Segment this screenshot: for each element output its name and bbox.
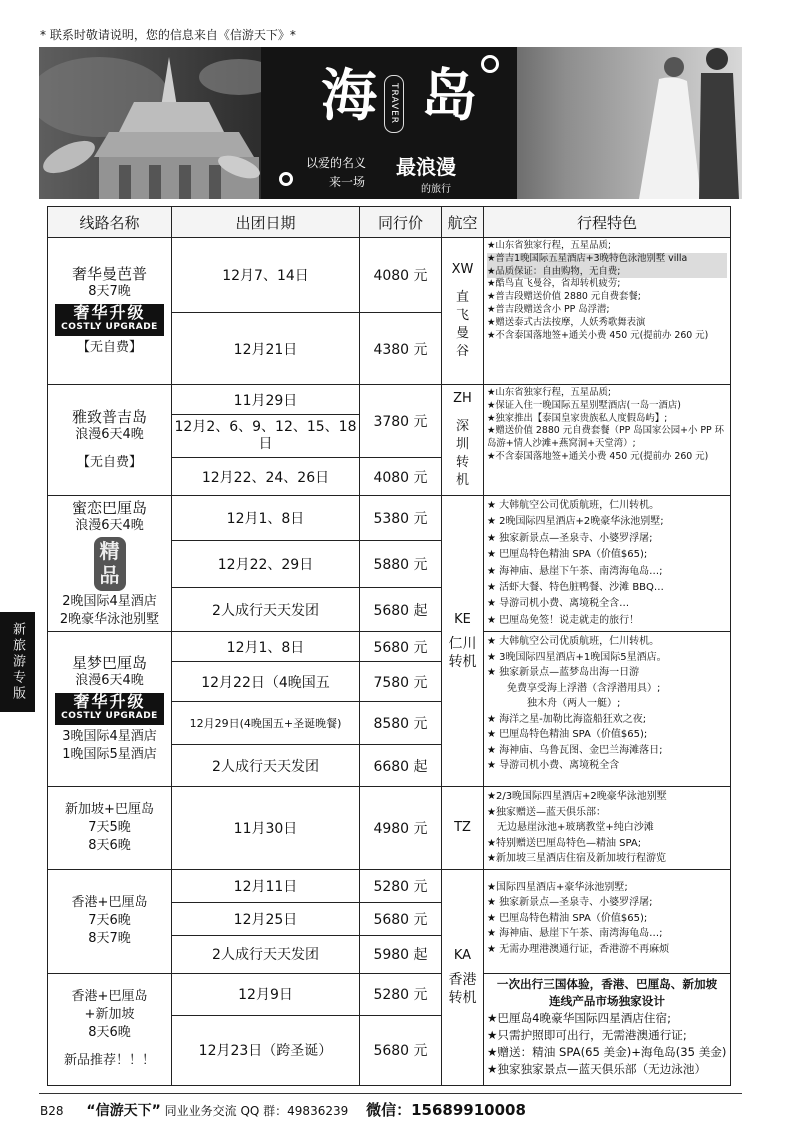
feature-item: ★新加坡三星酒店住宿及新加坡行程游览 bbox=[487, 853, 666, 865]
feature-item: ★赠送泰式古法按摩，人妖秀歌舞表演 bbox=[487, 316, 646, 328]
premium-stamp: 精品 bbox=[94, 537, 126, 591]
feature-item: ★山东省独家行程，五星品质; bbox=[487, 387, 612, 398]
footer-divider bbox=[39, 1093, 742, 1094]
banner-title-left: 海 bbox=[321, 63, 377, 129]
feature-item: ★ 大韩航空公司优质航班，仁川转机。 bbox=[487, 636, 660, 648]
table-row bbox=[48, 496, 731, 541]
feature-item: ★ 独家新景点—圣泉寺、小婆罗浮屠; bbox=[487, 897, 653, 909]
date-cell: 12月22日（4晚国五 bbox=[172, 662, 360, 702]
price-cell: 5980 起 bbox=[360, 935, 442, 973]
col-airline: 航空 bbox=[442, 207, 484, 238]
badge-en: COSTLY UPGRADE bbox=[61, 711, 158, 722]
price-cell: 5280 元 bbox=[360, 973, 442, 1015]
date-cell: 12月22、24、26日 bbox=[172, 458, 360, 496]
feature-item: ★国际四星酒店+豪华泳池别墅; bbox=[487, 881, 628, 893]
price-cell: 4080 元 bbox=[360, 458, 442, 496]
table-row bbox=[48, 632, 731, 662]
airline-cell bbox=[442, 496, 484, 787]
routes-table bbox=[47, 206, 731, 1086]
price-cell: 4980 元 bbox=[360, 787, 442, 870]
route-note: 【无自费】 bbox=[76, 455, 142, 470]
route-duration: 浪漫6天4晚 bbox=[75, 673, 144, 689]
feature-item: ★2/3晚国际四星酒店+2晚豪华泳池别墅 bbox=[487, 791, 667, 803]
feature-item: ★赠送价值 2880 元自费套餐（PP 岛国家公园+小 PP 环岛游+情人沙滩+燕窝洞+天堂湾）; bbox=[487, 425, 725, 450]
feature-item: ★ 活虾大餐、特色脏鸭餐、沙滩 BBQ… bbox=[487, 582, 664, 594]
price-cell: 3780 元 bbox=[360, 385, 442, 458]
upgrade-badge bbox=[55, 304, 164, 336]
date-cell: 12月2、6、9、12、15、18日 bbox=[172, 415, 360, 458]
feature-item: ★ 海神庙、悬崖下午茶、南湾海龟岛…; bbox=[487, 928, 663, 940]
table-row bbox=[48, 869, 731, 902]
features-cell bbox=[484, 385, 731, 496]
route-name-cell bbox=[48, 385, 172, 496]
route-duration: 8天7晚 bbox=[88, 284, 131, 299]
badge-cn: 奢华升级 bbox=[73, 303, 146, 322]
date-cell: 11月29日 bbox=[172, 385, 360, 415]
route-name: 奢华曼芭普 bbox=[71, 265, 147, 283]
route-name: 香港+巴厘岛 bbox=[71, 895, 148, 911]
features-cell bbox=[484, 496, 731, 632]
table-row bbox=[48, 238, 731, 313]
route-duration: 7天5晚 bbox=[88, 820, 131, 835]
route-hotel: 2晚豪华泳池别墅 bbox=[59, 611, 160, 627]
route-name-cell bbox=[48, 632, 172, 787]
route-note: 新品推荐！！！ bbox=[63, 1053, 155, 1069]
feature-item: ★赠送：精油 SPA(65 美金)+海龟岛(35 美金) bbox=[487, 1044, 727, 1059]
route-hotel: 2晚国际4星酒店 bbox=[62, 593, 157, 609]
banner-title-right: 岛 bbox=[421, 63, 477, 129]
feature-item: 免费享受海上浮潜（含浮潜用具）; bbox=[507, 682, 661, 694]
banner-line2: 来一场 bbox=[329, 175, 366, 189]
route-name-cell bbox=[48, 238, 172, 385]
feature-item: ★ 海神庙、乌鲁瓦图、金巴兰海滩落日; bbox=[487, 744, 663, 756]
footer-qq: 同业业务交流 QQ 群：49836239 bbox=[164, 1104, 349, 1118]
header-note: * 联系时敬请说明，您的信息来自《信游天下》* bbox=[40, 28, 296, 42]
banner-line1: 以爱的名义 bbox=[306, 156, 367, 170]
feature-item: ★酷鸟直飞曼谷，省却转机疲劳; bbox=[487, 278, 621, 290]
date-cell: 12月25日 bbox=[172, 902, 360, 935]
wedding-couple-photo bbox=[629, 47, 742, 199]
feature-item: ★ 3晚国际四星酒店+1晚国际5星酒店。 bbox=[487, 651, 667, 663]
feature-item: ★ 海洋之星-加勒比海盗船狂欢之夜; bbox=[487, 713, 647, 725]
date-cell: 2人成行天天发团 bbox=[172, 587, 360, 631]
airline-cell bbox=[442, 869, 484, 1085]
route-duration: 浪漫6天4晚 bbox=[75, 427, 144, 442]
feature-item: ★山东省独家行程，五星品质; bbox=[487, 240, 612, 251]
date-cell: 11月30日 bbox=[172, 787, 360, 870]
airline-code: ZH bbox=[453, 391, 472, 406]
feature-item: ★ 独家新景点—蓝梦岛出海一日游 bbox=[487, 667, 640, 679]
airline-name: 深圳转机 bbox=[455, 419, 469, 488]
side-label: 新旅游专版 bbox=[0, 612, 35, 712]
price-cell: 5380 元 bbox=[360, 496, 442, 541]
footer-wechat: 微信：15689910008 bbox=[366, 1101, 526, 1119]
date-cell: 12月22、29日 bbox=[172, 541, 360, 587]
table-header bbox=[48, 207, 731, 238]
feature-item: ★ 巴厘岛免签！说走就走的旅行！ bbox=[487, 614, 640, 626]
feature-headline: 一次出行三国体验，香港、巴厘岛、新加坡 bbox=[496, 976, 718, 991]
feature-item: ★ 巴厘岛特色精油 SPA（价值$65); bbox=[487, 549, 648, 561]
airline-name: 香港转机 bbox=[448, 972, 477, 1007]
feature-item: ★独家赠送—蓝天俱乐部： bbox=[487, 806, 606, 818]
airline-code: XW bbox=[451, 262, 474, 277]
col-route: 线路名称 bbox=[48, 207, 172, 238]
upgrade-badge bbox=[55, 693, 164, 725]
feature-item: ★ 巴厘岛特色精油 SPA（价值$65); bbox=[487, 912, 648, 924]
feature-item: ★ 2晚国际四星酒店+2晚豪华泳池别墅; bbox=[487, 516, 664, 528]
footer-brand: “信游天下” bbox=[86, 1103, 161, 1119]
price-cell: 5680 起 bbox=[360, 587, 442, 631]
banner-vertical-word: TRAVER bbox=[384, 75, 404, 133]
route-name: 雅致普吉岛 bbox=[71, 408, 147, 426]
feature-item: ★特别赠送巴厘岛特色—精油 SPA; bbox=[487, 837, 642, 849]
airline-code: KE bbox=[454, 612, 471, 628]
temple-illustration bbox=[39, 47, 269, 199]
badge-en: COSTLY UPGRADE bbox=[61, 322, 158, 332]
airline-code: KA bbox=[453, 948, 472, 964]
feature-item: ★ 无需办理港澳通行证，香港游不再麻烦 bbox=[487, 943, 670, 955]
route-name: 蜜恋巴厘岛 bbox=[71, 498, 147, 517]
date-cell: 2人成行天天发团 bbox=[172, 935, 360, 973]
route-duration: 8天6晚 bbox=[88, 1025, 131, 1041]
route-duration: 8天6晚 bbox=[88, 838, 131, 853]
price-cell: 5880 元 bbox=[360, 541, 442, 587]
table-row bbox=[48, 787, 731, 870]
price-cell: 5680 元 bbox=[360, 902, 442, 935]
banner-line3: 的旅行 bbox=[421, 184, 451, 195]
feature-item: ★ 导游司机小费、离境税全含… bbox=[487, 598, 630, 610]
route-name-cell bbox=[48, 496, 172, 632]
route-duration: 7天6晚 bbox=[88, 913, 131, 929]
airline-cell bbox=[442, 238, 484, 385]
price-cell: 6680 起 bbox=[360, 745, 442, 787]
price-cell: 5280 元 bbox=[360, 869, 442, 902]
feature-headline: 连线产品市场独家设计 bbox=[549, 993, 665, 1008]
route-duration: 8天7晚 bbox=[88, 931, 131, 947]
table-row bbox=[48, 973, 731, 1015]
feature-item: ★普吉段赠送价值 2880 元自费套餐; bbox=[487, 291, 641, 303]
airline-cell: TZ bbox=[442, 787, 484, 870]
feature-item: ★ 导游司机小费、离境税全含 bbox=[487, 760, 620, 772]
feature-item: ★不含泰国落地签+通关小费 450 元(提前办 260 元) bbox=[487, 450, 709, 462]
feature-item: ★ 海神庙、悬崖下午茶、南湾海龟岛…; bbox=[487, 565, 663, 577]
route-name-cell bbox=[48, 787, 172, 870]
airline-name: 仁川转机 bbox=[448, 636, 477, 671]
price-cell: 4380 元 bbox=[360, 313, 442, 385]
route-name-cell bbox=[48, 973, 172, 1085]
price-cell: 8580 元 bbox=[360, 702, 442, 745]
date-cell: 12月11日 bbox=[172, 869, 360, 902]
features-cell bbox=[484, 787, 731, 870]
feature-item: ★不含泰国落地签+通关小费 450 元(提前办 260 元) bbox=[487, 329, 709, 341]
feature-item: ★独家独家景点—蓝天俱乐部（无边泳池） bbox=[487, 1061, 707, 1076]
col-price: 同行价 bbox=[360, 207, 442, 238]
feature-item: ★ 独家新景点—圣泉寺、小婆罗浮屠; bbox=[487, 532, 653, 544]
price-cell: 4080 元 bbox=[360, 238, 442, 313]
features-cell bbox=[484, 238, 731, 385]
footer bbox=[40, 1099, 526, 1120]
airline-cell bbox=[442, 385, 484, 496]
route-name: 星梦巴厘岛 bbox=[71, 654, 147, 673]
table-row bbox=[48, 385, 731, 415]
feature-item: ★ 大韩航空公司优质航班，仁川转机。 bbox=[487, 500, 660, 511]
feature-item: ★独家推出【泰国皇家贵族私人度假岛屿】; bbox=[487, 412, 668, 424]
route-hotel: 1晚国际5星酒店 bbox=[62, 747, 157, 763]
route-name-cell bbox=[48, 869, 172, 973]
date-cell: 12月7、14日 bbox=[172, 238, 360, 313]
features-cell bbox=[484, 632, 731, 787]
feature-item: 独木舟（两人一艇）; bbox=[527, 698, 621, 710]
feature-item: 无边悬崖泳池+玻璃教堂+纯白沙滩 bbox=[497, 822, 654, 834]
price-cell: 5680 元 bbox=[360, 632, 442, 662]
feature-item: ★普吉1晚国际五星酒店+3晚特色泳池别墅 villa bbox=[487, 253, 727, 266]
route-hotel: 3晚国际4星酒店 bbox=[62, 729, 157, 745]
badge-cn: 奢华升级 bbox=[73, 692, 146, 712]
date-cell: 12月23日（跨圣诞） bbox=[172, 1015, 360, 1085]
ring-icon bbox=[279, 172, 293, 186]
features-cell bbox=[484, 973, 731, 1085]
col-date: 出团日期 bbox=[172, 207, 360, 238]
feature-item: ★保证入住一晚国际五星别墅酒店(一岛一酒店) bbox=[487, 399, 681, 411]
banner-big-text: 最浪漫 bbox=[396, 155, 456, 179]
price-cell: 7580 元 bbox=[360, 662, 442, 702]
feature-item: ★只需护照即可出行，无需港澳通行证; bbox=[487, 1027, 687, 1042]
ring-icon bbox=[481, 55, 499, 73]
features-cell bbox=[484, 869, 731, 973]
date-cell: 12月21日 bbox=[172, 313, 360, 385]
date-cell: 2人成行天天发团 bbox=[172, 745, 360, 787]
price-cell: 5680 元 bbox=[360, 1015, 442, 1085]
col-features: 行程特色 bbox=[484, 207, 731, 238]
page-number: B28 bbox=[40, 1104, 64, 1118]
date-cell: 12月29日(4晚国五+圣诞晚餐) bbox=[172, 702, 360, 745]
date-cell: 12月9日 bbox=[172, 973, 360, 1015]
airline-name: 直飞曼谷 bbox=[455, 290, 469, 359]
date-cell: 12月1、8日 bbox=[172, 496, 360, 541]
route-duration: 浪漫6天4晚 bbox=[75, 517, 144, 533]
route-name: 新加坡+巴厘岛 bbox=[65, 802, 154, 817]
feature-item: ★ 巴厘岛特色精油 SPA（价值$65); bbox=[487, 729, 648, 741]
feature-item: ★巴厘岛4晚豪华国际四星酒店住宿; bbox=[487, 1010, 671, 1025]
banner bbox=[39, 47, 742, 199]
route-name: 香港+巴厘岛+新加坡 bbox=[71, 989, 148, 1023]
feature-item: ★普吉段赠送含小 PP 岛浮潜; bbox=[487, 303, 610, 315]
feature-item: ★品质保证：自由购物，无自费; bbox=[487, 266, 727, 279]
date-cell: 12月1、8日 bbox=[172, 632, 360, 662]
route-note: 【无自费】 bbox=[76, 340, 142, 355]
